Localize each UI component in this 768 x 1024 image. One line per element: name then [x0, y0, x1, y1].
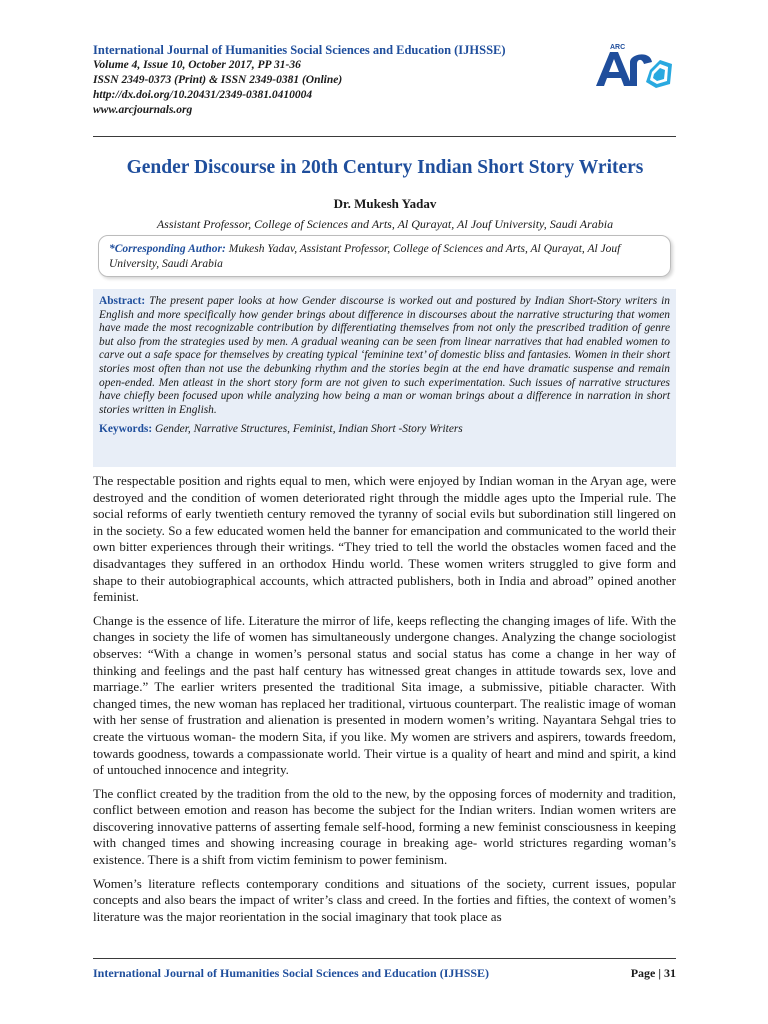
corresponding-label: *Corresponding Author:: [109, 243, 226, 255]
footer-divider: [93, 958, 676, 959]
footer-journal: International Journal of Humanities Social Sciences and Education (IJHSSE): [93, 966, 490, 980]
doi-link[interactable]: http://dx.doi.org/10.20431/2349-0381.0410004: [93, 89, 313, 101]
volume-info: Volume 4, Issue 10, October 2017, PP 31-36: [93, 59, 301, 71]
abstract-label: Abstract:: [99, 295, 146, 307]
keywords-label: Keywords:: [99, 423, 153, 436]
body-text: [93, 473, 676, 932]
author-name: Dr. Mukesh Yadav: [333, 196, 437, 211]
issn-info: ISSN 2349-0373 (Print) & ISSN 2349-0381 (Online): [93, 74, 343, 86]
paragraph: Change is the essence of life. Literature the mirror of life, keeps reflecting the changing images of life. With the changes in society the life of women has simultaneously undergone changes. Analyzing the change sociologist observes: “With a change in women’s personal status and social status has come a change in her way of thinking and feelings and the past half century has witnessed great changes in attitude towards sex, love and marriage.” The earlier writers presented the traditional Sita image, a submissive, pitiable character. With changed times, the new woman has replaced her traditional, virtuous counterpart. The realistic image of woman with her sense of frustration and alienation is presented in modern women’s writing. Nayantara Sehgal tries to create the virtuous woman- the modern Sita, if you like. My women are strivers and aspirers, towards freedom, towards goodness, towards a compassionate world. Their virtue is a quality of heart and mind and spirit, a kind of untouched innocence and integrity.: [93, 612, 676, 778]
logo-text: ARC: [610, 44, 626, 51]
header-divider: [93, 136, 676, 137]
paragraph: The respectable position and rights equal to men, which were enjoyed by Indian woman in the Aryan age, were destroyed and the condition of women deteriorated right through the middle ages upto the Imperial rule. The social reforms of early twentieth century removed the tyranny of social evils but subordination still lingered on in the society. So a few educated women held the banner for emancipation and communicated to the world their own bitter experiences through their writings. “They tried to tell the world the obstacles women faced and the disadvantages they suffered in an orthodox Hindu world. These women writers struggled to give form and shape to their autobiographical accounts, which attracted publishers, both in India and abroad” opined another feminist.: [93, 473, 676, 605]
abstract-text: The present paper looks at how Gender discourse is worked out and postured by Indian Short-Story writers in English and more specifically how gender brings about difference in discourses about the narrative structuring that women have made the most recognizable contribution by differentiating themselves from not only the prescribed tradition of genre but also from the strategies used by men. A gradual weaning can be seen from linear narratives that had enabled women to carve out a safe space for themselves by creating typical ‘feminine text’ of domestic bliss and fantasies. Women in their short stories most often than not use the debunking rhythm and the stories begin at the end have dramatic suspense and remain open-ended. Men atleast in the short story form are not given to such experimentation. Such issues of narrative structures have chiefly been focused upon while analyzing how being a man or woman brings about a difference in narration in short stories written in English.: [99, 295, 670, 416]
paragraph: The conflict created by the tradition from the old to the new, by the opposing forces of modernity and tradition, conflict between emotion and reason has become the subject for the Indian writers. Indian women writers are discovering innovative patterns of asserting female self-hood, forming a new feminist consciousness in keeping with changed times and showing increasing courage in breaking age- world strictures regarding woman’s existence. There is a shift from victim feminism to power feminism.: [93, 785, 676, 868]
journal-header: [93, 42, 553, 118]
page-label: Page |: [630, 966, 664, 980]
arc-logo: [590, 40, 676, 92]
paragraph: Women’s literature reflects contemporary conditions and situations of the society, current issues, popular concepts and also bears the impact of writer’s class and creed. In the forties and fifties, the context of women’s literature was the major reorientation in the social imaginary that took place as: [93, 875, 676, 924]
journal-name: International Journal of Humanities Social Sciences and Education (IJHSSE): [93, 43, 506, 57]
corresponding-text: Mukesh Yadav, Assistant Professor, College of Sciences and Arts, Al Qurayat, Al Jouf University, Saudi Arabia: [109, 243, 621, 270]
page-number-value: 31: [664, 966, 676, 980]
corresponding-author-box: [98, 235, 671, 277]
keywords: [99, 423, 670, 437]
keywords-text: Gender, Narrative Structures, Feminist, Indian Short -Story Writers: [152, 423, 463, 436]
page-number: [631, 966, 676, 981]
website-link[interactable]: www.arcjournals.org: [93, 104, 193, 116]
abstract: [99, 295, 670, 417]
author-affiliation: Assistant Professor, College of Sciences and Arts, Al Qurayat, Al Jouf University, Saudi Arabia: [156, 217, 614, 231]
paper-title: Gender Discourse in 20th Century Indian Short Story Writers: [126, 157, 644, 178]
abstract-box: [93, 289, 676, 467]
